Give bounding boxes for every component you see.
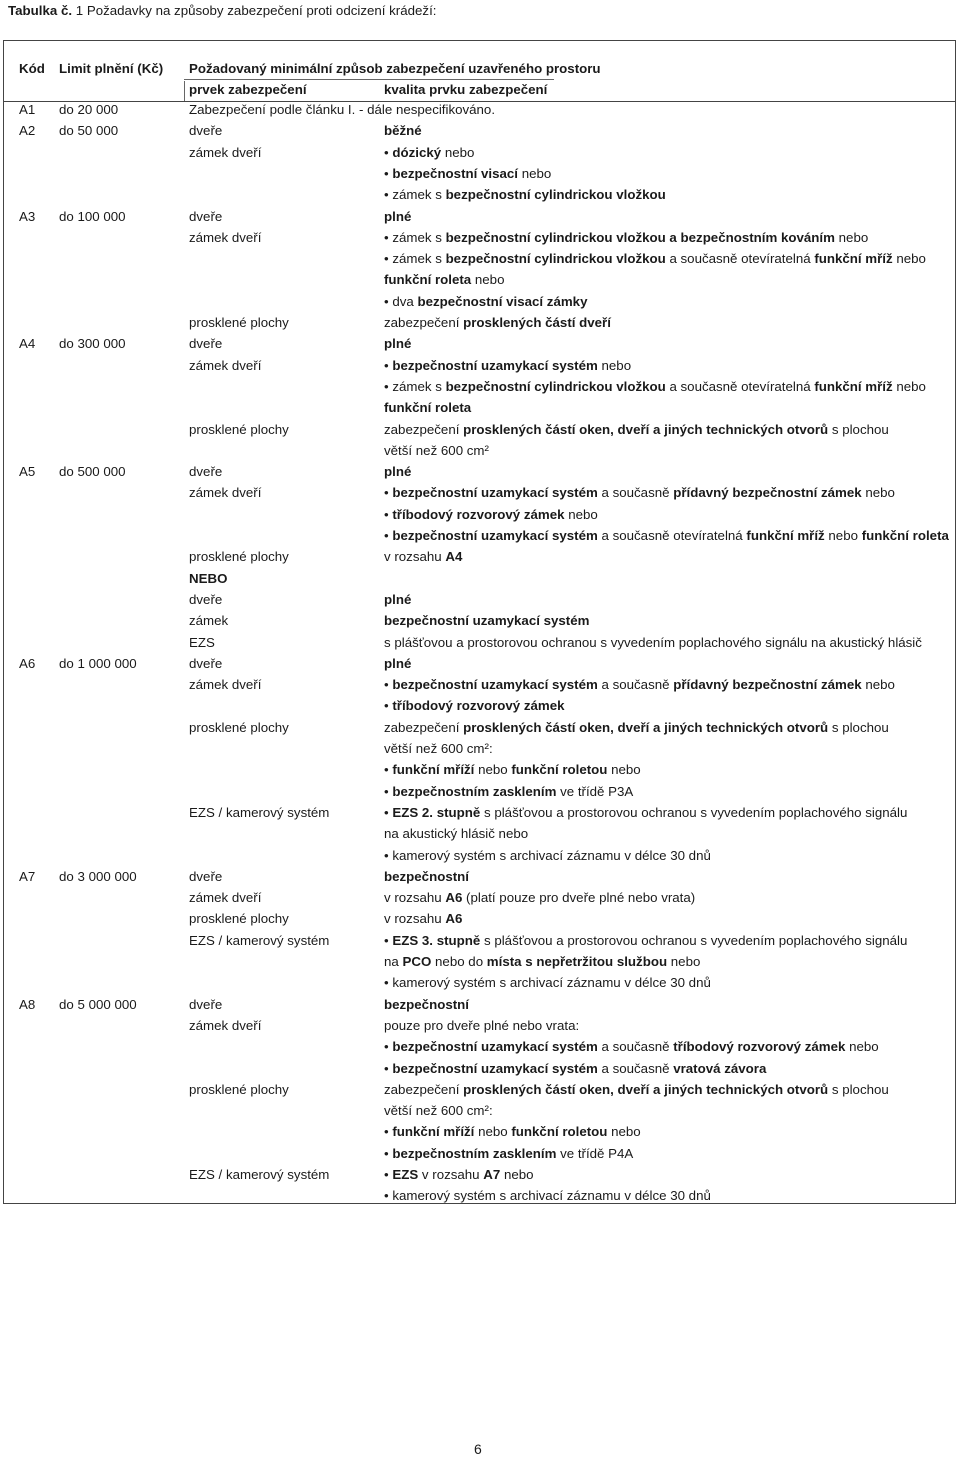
kvalita-text: • zámek s (384, 378, 446, 394)
kvalita-text: • (384, 528, 393, 543)
kvalita-bold-text: běžné (384, 123, 422, 139)
header-pozadovany: Požadovaný minimální způsob zabezpečení uzavřeného prostoru (189, 61, 601, 76)
kvalita-text: nebo (892, 251, 926, 267)
kvalita-text: • (384, 1167, 393, 1182)
kvalita-line (384, 1082, 889, 1098)
kvalita-bold-text: bezpečnostní uzamykací systém (392, 1039, 598, 1055)
kvalita-text: nebo (861, 677, 895, 693)
kvalita-line (384, 1124, 641, 1140)
kvalita-line (384, 677, 895, 693)
kvalita-text: s plášťovou a prostorovou ochranou s vyvedením poplachového signálu na akustický hlásič (384, 634, 922, 650)
kvalita-bold-text: bezpečnostní uzamykací systém (392, 357, 598, 373)
kvalita-line (384, 592, 411, 608)
row-code: A4 (19, 336, 36, 352)
kvalita-line (384, 507, 598, 523)
kvalita-text: • (384, 1060, 393, 1076)
row-code: A2 (19, 123, 36, 139)
kvalita-bold-text: tříbodový rozvorový zámek (392, 698, 565, 714)
kvalita-line (384, 826, 528, 842)
header-kod: Kód (19, 61, 45, 76)
kvalita-bold-text: funkční mříž (746, 528, 825, 543)
kvalita-bold-text: bezpečnostní uzamykací systém (392, 528, 598, 543)
table-caption (8, 3, 436, 18)
kvalita-text: ve třídě P4A (556, 1145, 634, 1161)
prvek-cell: zámek dveří (189, 677, 262, 693)
kvalita-text: • (384, 357, 393, 373)
kvalita-text: • (384, 762, 393, 778)
row-limit: do 100 000 (59, 208, 126, 224)
kvalita-bold-text: funkční mříž (814, 378, 893, 394)
kvalita-line (384, 209, 411, 225)
prvek-cell: prosklené plochy (189, 719, 289, 735)
prvek-cell: prosklené plochy (189, 315, 289, 330)
prvek-cell: dveře (189, 208, 223, 224)
kvalita-line (384, 997, 469, 1013)
kvalita-bold-text: bezpečnostní cylindrickou vložkou (445, 378, 666, 394)
row-limit: do 5 000 000 (59, 996, 137, 1012)
kvalita-bold-text: bezpečnostním zasklením (392, 1145, 557, 1161)
header-kvalita: kvalita prvku zabezpečení (384, 82, 548, 97)
kvalita-text: • zámek s (384, 187, 446, 203)
kvalita-line (384, 230, 868, 246)
kvalita-line (384, 1188, 711, 1204)
kvalita-line (384, 1167, 534, 1183)
kvalita-text: s plochou (828, 719, 889, 735)
prvek-cell: dveře (189, 868, 223, 884)
prvek-cell: EZS (189, 634, 215, 650)
kvalita-bold-text: plné (384, 336, 412, 352)
kvalita-line (384, 933, 907, 949)
kvalita-text: • (384, 932, 393, 948)
kvalita-text: • (384, 783, 393, 799)
kvalita-text: nebo (474, 1124, 512, 1140)
row-code: A1 (19, 102, 36, 117)
kvalita-text: (platí pouze pro dveře plné nebo vrata) (462, 890, 696, 906)
kvalita-line (384, 1039, 879, 1055)
kvalita-text: nebo (597, 357, 632, 373)
kvalita-bold-text: prosklených částí oken, dveří a jiných technických otvorů (463, 719, 829, 735)
prvek-cell: EZS / kamerový systém (189, 804, 330, 820)
kvalita-bold-text: bezpečnostní uzamykací systém (384, 613, 590, 629)
kvalita-text: ve třídě P3A (556, 783, 634, 799)
kvalita-text: • (384, 698, 393, 714)
kvalita-bold-text: bezpečnostní visací (392, 165, 518, 181)
kvalita-bold-text: EZS 2. stupně (392, 804, 481, 820)
kvalita-line (384, 358, 631, 374)
kvalita-bold-text: funkční mříž (814, 251, 893, 267)
kvalita-text: • kamerový systém s archivací záznamu v délce 30 dnů (384, 975, 711, 991)
prvek-cell: dveře (189, 591, 223, 607)
kvalita-line (384, 187, 666, 203)
row-code: A3 (19, 208, 36, 224)
kvalita-text: a současně otevíratelná (597, 528, 747, 543)
kvalita-text: s plochou (828, 421, 889, 437)
kvalita-bold-text: tříbodový rozvorový zámek (392, 506, 565, 522)
kvalita-text: nebo (824, 528, 862, 543)
kvalita-bold-text: plné (384, 464, 412, 480)
kvalita-text: nebo (834, 229, 869, 245)
row-limit: do 1 000 000 (59, 655, 137, 671)
kvalita-line (384, 741, 493, 757)
row-code: A7 (19, 868, 36, 884)
kvalita-text: a současně otevíratelná (665, 378, 815, 394)
kvalita-bold-text: bezpečnostní cylindrickou vložkou (445, 187, 666, 203)
kvalita-text: v rozsahu (418, 1167, 484, 1182)
kvalita-text: větší než 600 cm²: (384, 741, 493, 756)
prvek-cell: zámek dveří (189, 229, 262, 245)
kvalita-bold-text: bezpečnostní cylindrickou vložkou a bezpečnostním kováním (445, 229, 835, 245)
kvalita-line (384, 1061, 766, 1077)
kvalita-text: • (384, 1124, 393, 1140)
kvalita-text: a současně (597, 1060, 674, 1076)
kvalita-line (384, 336, 411, 352)
kvalita-text: nebo (607, 762, 641, 778)
kvalita-text: nebo (892, 378, 926, 394)
kvalita-text: a současně (597, 1039, 674, 1055)
header-subdivider (184, 79, 554, 80)
kvalita-line (384, 1146, 633, 1162)
kvalita-text: na akustický hlásič nebo (384, 826, 529, 842)
kvalita-bold-text: A6 (445, 911, 463, 927)
row-limit: do 300 000 (59, 336, 126, 352)
kvalita-line (384, 869, 469, 885)
kvalita-line (384, 315, 611, 331)
kvalita-bold-text: místa s nepřetržitou službou (486, 954, 668, 969)
kvalita-bold-text: prosklených částí oken, dveří a jiných technických otvorů (463, 421, 829, 437)
kvalita-text: a současně (597, 677, 674, 693)
kvalita-bold-text: plné (384, 208, 412, 224)
kvalita-line (384, 911, 462, 927)
row-limit: do 20 000 (59, 102, 119, 117)
kvalita-text: • (384, 804, 393, 820)
caption-text: 1 Požadavky na způsoby zabezpečení proti odcizení krádeží: (72, 3, 437, 18)
kvalita-line (384, 698, 565, 714)
kvalita-line (384, 975, 711, 991)
kvalita-text: nebo do (431, 954, 487, 969)
kvalita-line (384, 805, 907, 821)
kvalita-bold-text: prosklených částí oken, dveří a jiných technických otvorů (463, 1081, 829, 1097)
row-limit: do 3 000 000 (59, 868, 137, 884)
kvalita-text: • (384, 165, 393, 181)
kvalita-bold-text: funkční roletou (511, 1124, 608, 1140)
kvalita-bold-text: dózický (392, 144, 442, 160)
kvalita-bold-text: bezpečnostní (384, 868, 469, 884)
kvalita-text: a současně otevíratelná (665, 251, 815, 267)
kvalita-bold-text: tříbodový rozvorový zámek (673, 1039, 846, 1055)
kvalita-text: nebo (564, 506, 598, 522)
kvalita-bold-text: funkční mříží (392, 762, 475, 778)
kvalita-line (384, 294, 587, 310)
prvek-cell: zámek dveří (189, 890, 262, 906)
kvalita-bold-text: vratová závora (673, 1060, 767, 1076)
kvalita-bold-text: plné (384, 655, 412, 671)
kvalita-text: nebo (518, 165, 552, 181)
kvalita-text: na (384, 954, 403, 969)
prvek-cell: zámek (189, 613, 229, 629)
prvek-cell: dveře (189, 464, 223, 480)
kvalita-text: s plochou (828, 1081, 889, 1097)
kvalita-text: nebo (607, 1124, 641, 1140)
kvalita-text: větší než 600 cm² (384, 442, 489, 458)
kvalita-text: • kamerový systém s archivací záznamu v délce 30 dnů (384, 1188, 711, 1204)
kvalita-bold-text: PCO (402, 954, 432, 969)
prvek-cell: EZS / kamerový systém (189, 1167, 330, 1182)
kvalita-text: • zámek s (384, 251, 446, 267)
kvalita-line (384, 613, 589, 629)
prvek-cell: dveře (189, 996, 223, 1012)
kvalita-text: • (384, 506, 393, 522)
kvalita-line (384, 784, 633, 800)
kvalita-bold-text: A7 (483, 1167, 501, 1182)
prvek-cell: EZS / kamerový systém (189, 932, 330, 948)
caption-label: Tabulka č. (8, 3, 73, 18)
kvalita-bold-text: funkční roleta (861, 528, 949, 543)
kvalita-line (384, 251, 926, 267)
prvek-cell: zámek dveří (189, 485, 262, 501)
page-number: 6 (474, 1441, 482, 1457)
kvalita-bold-text: bezpečnostní cylindrickou vložkou (445, 251, 666, 267)
kvalita-text: pouze pro dveře plné nebo vrata: (384, 1017, 580, 1033)
prvek-cell: zámek dveří (189, 1017, 262, 1033)
header-limit: Limit plnění (Kč) (59, 61, 164, 76)
kvalita-line (384, 890, 695, 906)
kvalita-bold-text: bezpečnostní uzamykací systém (392, 677, 598, 693)
kvalita-text: zabezpečení (384, 421, 464, 437)
prvek-cell: prosklené plochy (189, 421, 289, 437)
kvalita-line (384, 400, 471, 416)
kvalita-line (384, 485, 895, 501)
kvalita-line (384, 443, 489, 459)
kvalita-text: • (384, 485, 393, 501)
kvalita-line (384, 954, 700, 970)
prvek-cell: zámek dveří (189, 144, 262, 160)
kvalita-text: nebo (667, 954, 701, 969)
kvalita-line (384, 422, 889, 438)
kvalita-line (384, 549, 462, 565)
row-code: A8 (19, 996, 36, 1012)
prvek-cell: prosklené plochy (189, 549, 289, 565)
kvalita-bold-text: přídavný bezpečnostní zámek (673, 485, 862, 501)
kvalita-line (384, 379, 926, 395)
kvalita-line (384, 528, 949, 544)
kvalita-text: s plášťovou a prostorovou ochranou s vyvedením poplachového signálu (480, 804, 908, 820)
kvalita-text: nebo (471, 272, 505, 288)
kvalita-text: nebo (500, 1167, 534, 1182)
kvalita-bold-text: funkční mříží (392, 1124, 475, 1140)
kvalita-text: v rozsahu (384, 890, 446, 906)
prvek-cell: prosklené plochy (189, 911, 289, 927)
kvalita-line (384, 762, 641, 778)
kvalita-bold-text: bezpečnostní visací zámky (417, 293, 588, 309)
kvalita-text: nebo (861, 485, 895, 501)
kvalita-bold-text: funkční roletou (511, 762, 608, 778)
kvalita-text: • (384, 1145, 393, 1161)
kvalita-text: zabezpečení (384, 1081, 464, 1097)
kvalita-text: • zámek s (384, 229, 446, 245)
row-limit: do 500 000 (59, 464, 126, 480)
header-prvek: prvek zabezpečení (189, 82, 307, 97)
kvalita-text: v rozsahu (384, 549, 446, 565)
kvalita-line (384, 848, 711, 864)
kvalita-bold-text: bezpečnostní (384, 996, 469, 1012)
kvalita-bold-text: prosklených částí dveří (463, 315, 611, 330)
kvalita-line (384, 464, 411, 480)
kvalita-line (384, 1103, 493, 1119)
kvalita-text: zabezpečení (384, 315, 464, 330)
kvalita-line (384, 720, 889, 736)
kvalita-bold-text: A4 (445, 549, 463, 565)
kvalita-bold-text: plné (384, 591, 412, 607)
kvalita-text: • (384, 677, 393, 693)
kvalita-line (384, 123, 422, 139)
header-vline (184, 81, 185, 101)
kvalita-text: nebo (845, 1039, 879, 1055)
prvek-cell: NEBO (189, 570, 228, 586)
prvek-cell: zámek dveří (189, 357, 262, 373)
kvalita-text: • dva (384, 293, 418, 309)
kvalita-bold-text: přídavný bezpečnostní zámek (673, 677, 862, 693)
kvalita-line (384, 166, 551, 182)
kvalita-bold-text: bezpečnostní uzamykací systém (392, 485, 598, 501)
kvalita-line (384, 1018, 579, 1034)
kvalita-line (384, 145, 474, 161)
kvalita-text: • (384, 1039, 393, 1055)
prvek-cell: dveře (189, 123, 223, 139)
prvek-cell: dveře (189, 336, 223, 352)
kvalita-line (384, 635, 922, 651)
prvek-cell: dveře (189, 655, 223, 671)
kvalita-bold-text: bezpečnostní uzamykací systém (392, 1060, 598, 1076)
kvalita-line (384, 272, 504, 288)
kvalita-text: • (384, 144, 393, 160)
kvalita-text: a současně (597, 485, 674, 501)
kvalita-text: větší než 600 cm²: (384, 1103, 493, 1119)
kvalita-text: zabezpečení (384, 719, 464, 735)
prvek-cell: prosklené plochy (189, 1081, 289, 1097)
prvek-cell: Zabezpečení podle článku I. - dále nespecifikováno. (189, 102, 496, 117)
kvalita-bold-text: funkční roleta (384, 400, 472, 416)
kvalita-text: s plášťovou a prostorovou ochranou s vyvedením poplachového signálu (480, 932, 908, 948)
kvalita-bold-text: funkční roleta (384, 272, 472, 288)
kvalita-bold-text: bezpečnostním zasklením (392, 783, 557, 799)
kvalita-text: nebo (441, 144, 475, 160)
kvalita-bold-text: EZS (392, 1167, 419, 1182)
kvalita-text: nebo (474, 762, 512, 778)
row-code: A5 (19, 464, 36, 480)
kvalita-text: • kamerový systém s archivací záznamu v délce 30 dnů (384, 847, 711, 863)
kvalita-text: v rozsahu (384, 911, 446, 927)
kvalita-line (384, 656, 411, 672)
kvalita-bold-text: EZS 3. stupně (392, 932, 481, 948)
kvalita-bold-text: A6 (445, 890, 463, 906)
row-limit: do 50 000 (59, 123, 119, 139)
row-code: A6 (19, 655, 36, 671)
